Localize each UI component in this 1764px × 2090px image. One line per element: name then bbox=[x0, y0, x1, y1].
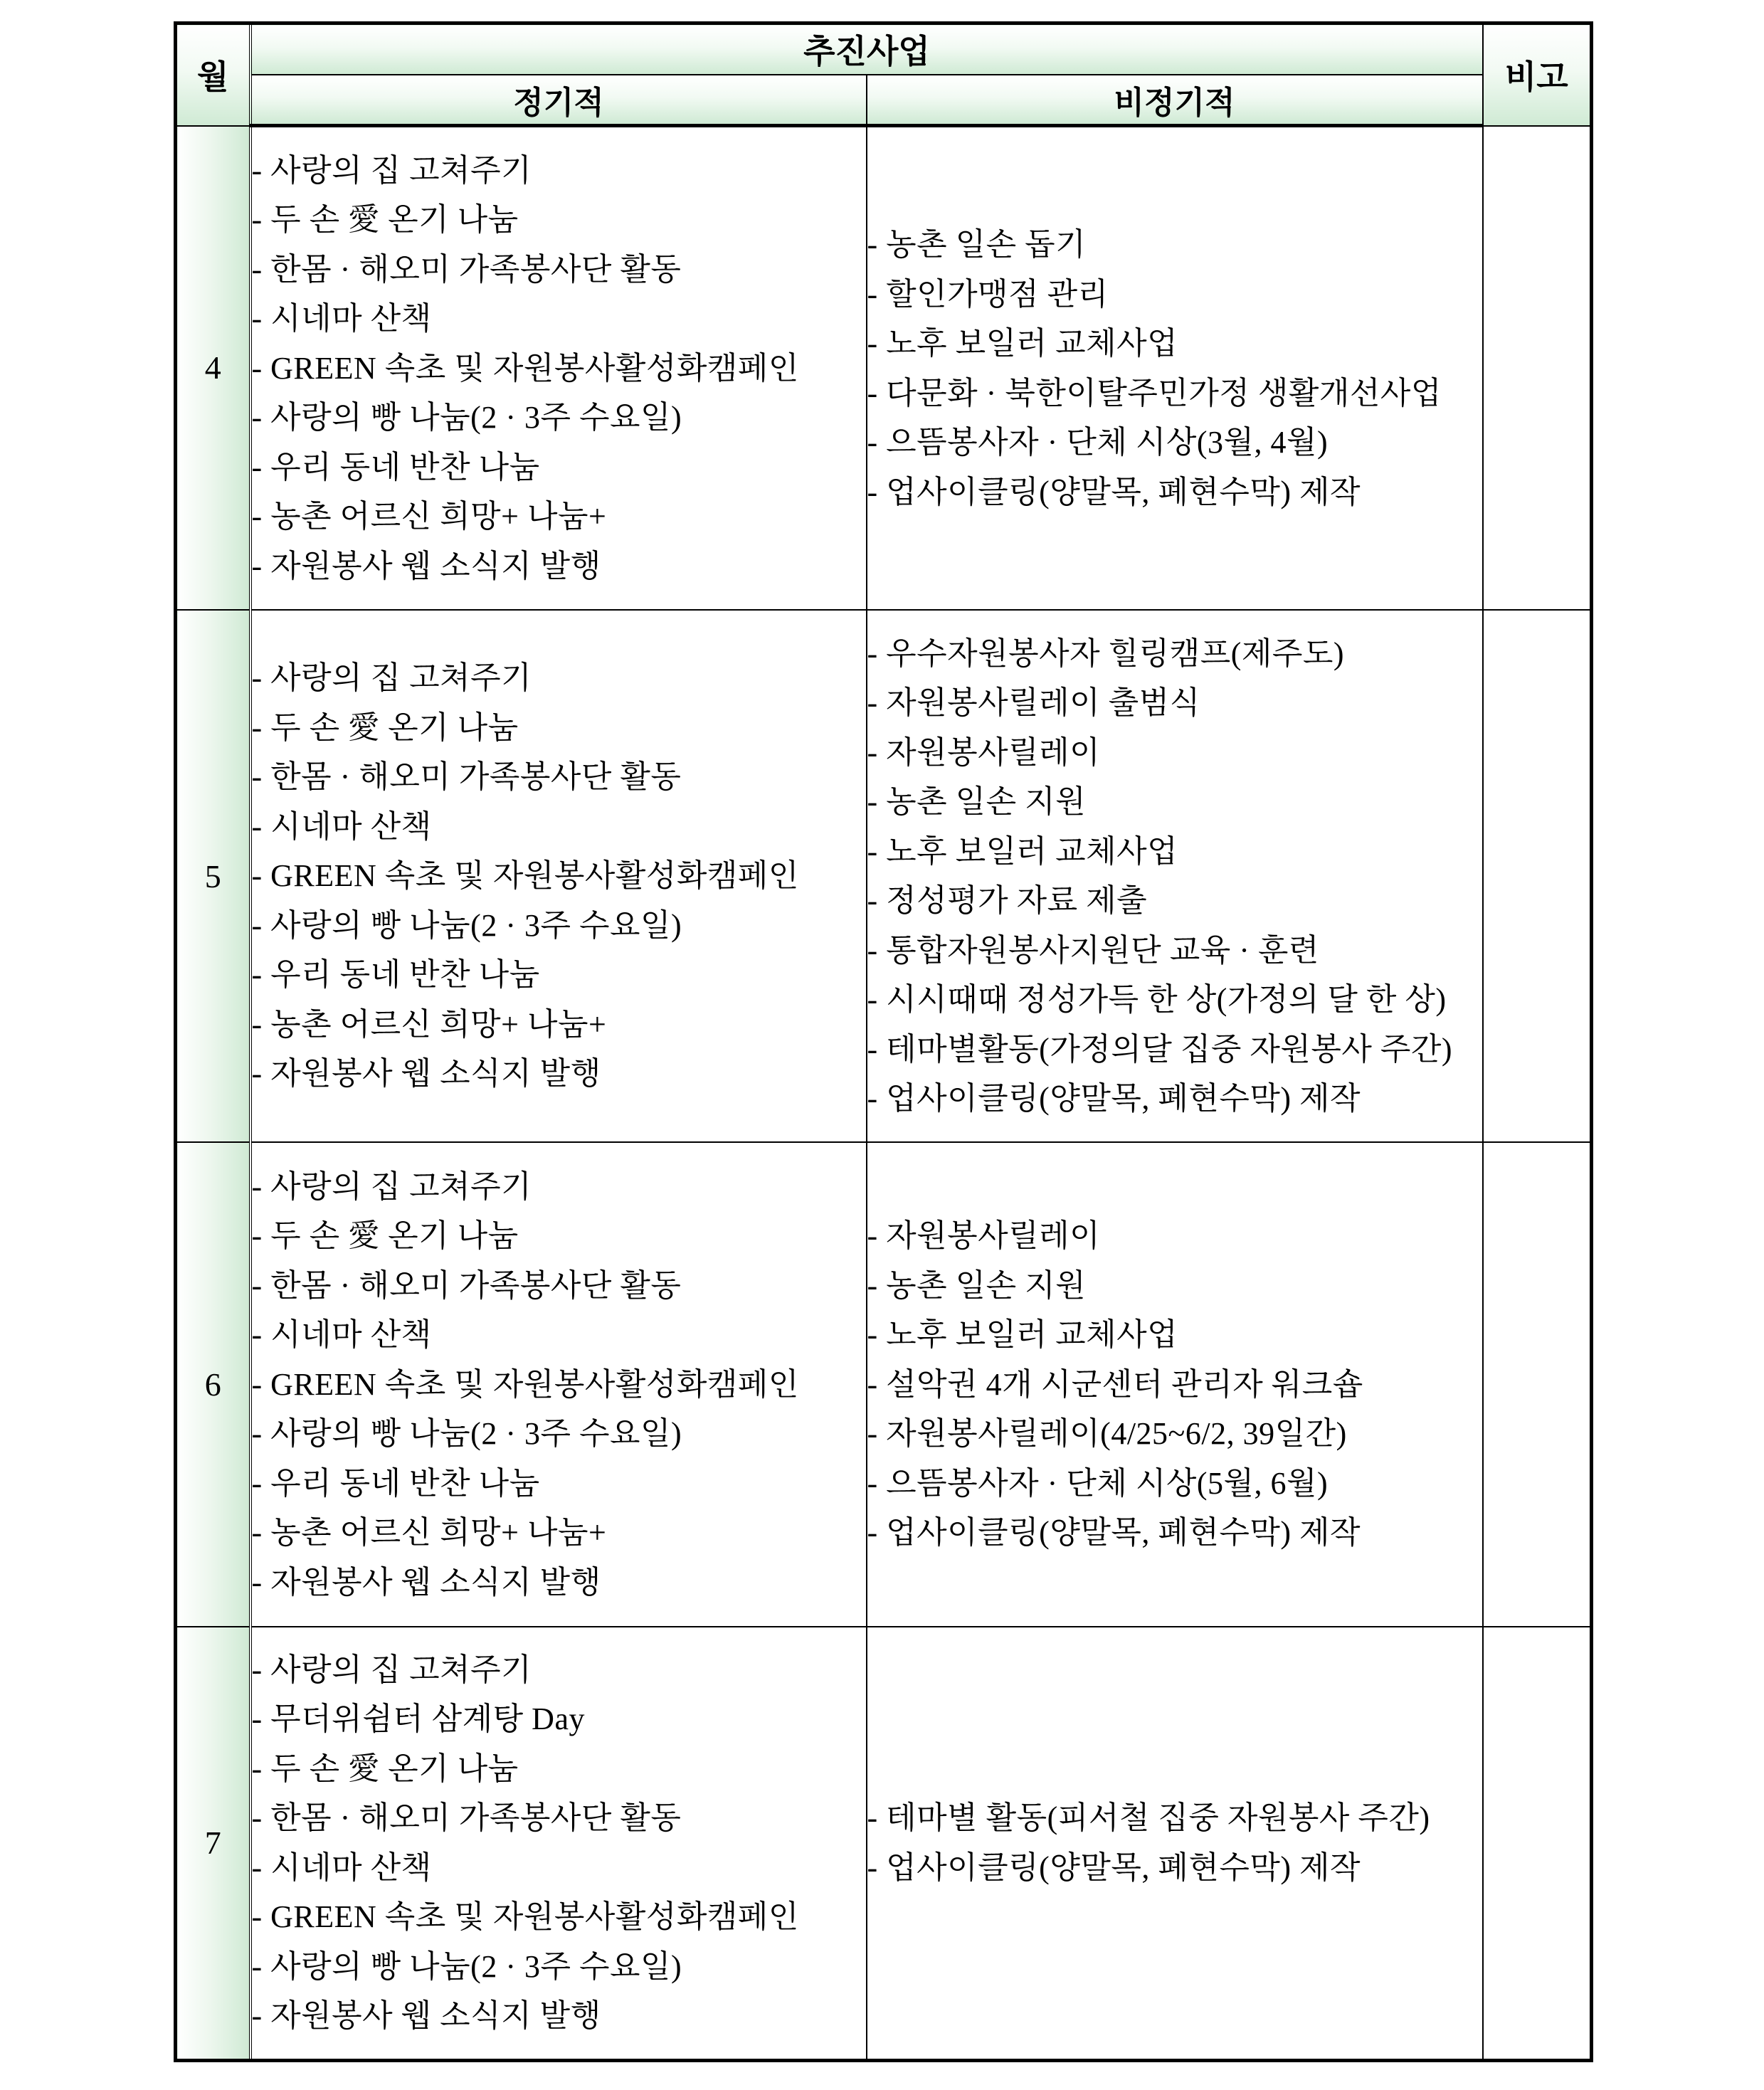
list-item: - 한몸 · 해오미 가족봉사단 활동 bbox=[251, 1267, 682, 1303]
list-item: - 다문화 · 북한이탈주민가정 생활개선사업 bbox=[867, 375, 1442, 411]
header-row-top bbox=[176, 23, 1592, 75]
list-item: - 사랑의 빵 나눔(2 · 3주 수요일) bbox=[251, 1416, 682, 1452]
list-item: - 농촌 어르신 희망+ 나눔+ bbox=[251, 499, 607, 534]
table-row-month-7 bbox=[176, 1627, 1592, 2061]
list-item: - 한몸 · 해오미 가족봉사단 활동 bbox=[251, 1800, 682, 1836]
regular-projects-cell bbox=[250, 1142, 867, 1627]
list-item: - 무더위쉼터 삼계탕 Day bbox=[251, 1701, 585, 1737]
list-item: - 두 손 愛 온기 나눔 bbox=[251, 1751, 519, 1786]
list-item: - 자원봉사릴레이(4/25~6/2, 39일간) bbox=[867, 1416, 1347, 1452]
list-item: - 농촌 일손 지원 bbox=[867, 1267, 1087, 1303]
list-item: - 두 손 愛 온기 나눔 bbox=[251, 709, 519, 745]
irregular-projects-cell bbox=[867, 610, 1483, 1142]
regular-project-list bbox=[252, 146, 866, 591]
irregular-project-list bbox=[867, 629, 1482, 1124]
list-item: - 사랑의 빵 나눔(2 · 3주 수요일) bbox=[251, 907, 682, 943]
list-item: - 사랑의 빵 나눔(2 · 3주 수요일) bbox=[251, 400, 682, 436]
irregular-header: 비정기적 bbox=[867, 75, 1483, 126]
list-item: - 사랑의 빵 나눔(2 · 3주 수요일) bbox=[251, 1948, 682, 1984]
list-item: - 한몸 · 해오미 가족봉사단 활동 bbox=[251, 759, 682, 795]
list-item: - 시네마 산책 bbox=[251, 808, 432, 844]
list-item: - 노후 보일러 교체사업 bbox=[867, 326, 1178, 361]
irregular-projects-cell bbox=[867, 1627, 1483, 2061]
list-item: - 시네마 산책 bbox=[251, 301, 432, 337]
list-item: - 업사이클링(양말목, 폐현수막) 제작 bbox=[867, 1081, 1361, 1117]
list-item: - 정성평가 자료 제출 bbox=[867, 883, 1148, 919]
list-item: - 테마별 활동(피서철 집중 자원봉사 주간) bbox=[867, 1800, 1430, 1836]
list-item: - 농촌 어르신 희망+ 나눔+ bbox=[251, 1515, 607, 1551]
month-header: 월 bbox=[176, 23, 250, 126]
list-item: - 설악권 4개 시군센터 관리자 워크숍 bbox=[867, 1366, 1363, 1402]
month-cell: 5 bbox=[176, 610, 250, 1142]
irregular-project-list bbox=[867, 220, 1482, 517]
list-item: - 시네마 산책 bbox=[251, 1317, 432, 1353]
list-item: - 업사이클링(양말목, 폐현수막) 제작 bbox=[867, 1849, 1361, 1885]
month-cell: 6 bbox=[176, 1142, 250, 1627]
list-item: - 자원봉사릴레이 출범식 bbox=[867, 685, 1200, 721]
list-item: - 사랑의 집 고쳐주기 bbox=[251, 152, 532, 188]
regular-header: 정기적 bbox=[250, 75, 867, 126]
list-item: - 시네마 산책 bbox=[251, 1849, 432, 1885]
regular-projects-cell bbox=[250, 610, 867, 1142]
list-item: - 우리 동네 반찬 나눔 bbox=[251, 449, 540, 485]
list-item: - 사랑의 집 고쳐주기 bbox=[251, 1168, 532, 1204]
list-item: - 두 손 愛 온기 나눔 bbox=[251, 1218, 519, 1254]
irregular-project-list bbox=[867, 1793, 1482, 1892]
note-cell bbox=[1483, 126, 1592, 611]
regular-project-list bbox=[252, 653, 866, 1099]
list-item: - 농촌 일손 돕기 bbox=[867, 227, 1087, 263]
regular-projects-cell bbox=[250, 126, 867, 611]
regular-projects-cell bbox=[250, 1627, 867, 2061]
list-item: - 으뜸봉사자 · 단체 시상(3월, 4월) bbox=[867, 425, 1329, 460]
list-item: - 사랑의 집 고쳐주기 bbox=[251, 660, 532, 696]
note-cell bbox=[1483, 1627, 1592, 2061]
list-item: - 자원봉사 웹 소식지 발행 bbox=[251, 1056, 601, 1092]
list-item: - 으뜸봉사자 · 단체 시상(5월, 6월) bbox=[867, 1465, 1329, 1501]
list-item: - 할인가맹점 관리 bbox=[867, 276, 1109, 312]
list-item: - 자원봉사 웹 소식지 발행 bbox=[251, 1564, 601, 1600]
month-cell: 7 bbox=[176, 1627, 250, 2061]
volunteer-plan-table bbox=[174, 21, 1593, 2062]
irregular-projects-cell bbox=[867, 1142, 1483, 1627]
list-item: - 업사이클링(양말목, 폐현수막) 제작 bbox=[867, 474, 1361, 510]
note-cell bbox=[1483, 1142, 1592, 1627]
list-item: - 두 손 愛 온기 나눔 bbox=[251, 202, 519, 238]
list-item: - 업사이클링(양말목, 폐현수막) 제작 bbox=[867, 1515, 1361, 1551]
projects-header: 추진사업 bbox=[250, 23, 1483, 75]
header-row-sub bbox=[176, 75, 1592, 126]
list-item: - 농촌 일손 지원 bbox=[867, 784, 1087, 820]
note-cell bbox=[1483, 610, 1592, 1142]
list-item: - 자원봉사릴레이 bbox=[867, 1218, 1101, 1254]
irregular-project-list bbox=[867, 1211, 1482, 1558]
list-item: - GREEN 속초 및 자원봉사활성화캠페인 bbox=[251, 858, 799, 894]
list-item: - 자원봉사릴레이 bbox=[867, 734, 1101, 770]
month-cell: 4 bbox=[176, 126, 250, 611]
note-header: 비고 bbox=[1483, 23, 1592, 126]
list-item: - 우수자원봉사자 힐링캠프(제주도) bbox=[867, 635, 1345, 671]
list-item: - 사랑의 집 고쳐주기 bbox=[251, 1652, 532, 1687]
list-item: - 우리 동네 반찬 나눔 bbox=[251, 1465, 540, 1501]
irregular-projects-cell bbox=[867, 126, 1483, 611]
list-item: - GREEN 속초 및 자원봉사활성화캠페인 bbox=[251, 350, 799, 386]
list-item: - 자원봉사 웹 소식지 발행 bbox=[251, 548, 601, 584]
list-item: - 자원봉사 웹 소식지 발행 bbox=[251, 1998, 601, 2034]
list-item: - GREEN 속초 및 자원봉사활성화캠페인 bbox=[251, 1899, 799, 1935]
regular-project-list bbox=[252, 1645, 866, 2041]
list-item: - 한몸 · 해오미 가족봉사단 활동 bbox=[251, 251, 682, 287]
list-item: - GREEN 속초 및 자원봉사활성화캠페인 bbox=[251, 1366, 799, 1402]
list-item: - 노후 보일러 교체사업 bbox=[867, 833, 1178, 869]
regular-project-list bbox=[252, 1162, 866, 1608]
list-item: - 농촌 어르신 희망+ 나눔+ bbox=[251, 1006, 607, 1042]
list-item: - 테마별활동(가정의달 집중 자원봉사 주간) bbox=[867, 1031, 1453, 1067]
list-item: - 통합자원봉사지원단 교육 · 훈련 bbox=[867, 932, 1319, 968]
table-row-month-6 bbox=[176, 1142, 1592, 1627]
list-item: - 우리 동네 반찬 나눔 bbox=[251, 957, 540, 993]
table-row-month-5 bbox=[176, 610, 1592, 1142]
list-item: - 노후 보일러 교체사업 bbox=[867, 1317, 1178, 1353]
table-row-month-4 bbox=[176, 126, 1592, 611]
list-item: - 시시때때 정성가득 한 상(가정의 달 한 상) bbox=[867, 982, 1447, 1018]
